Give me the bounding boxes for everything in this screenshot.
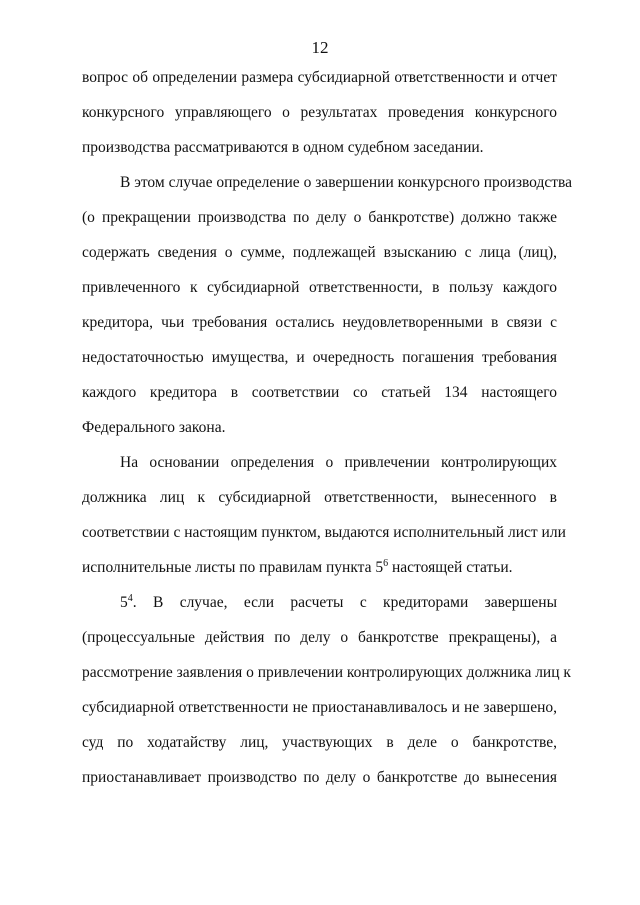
paragraph-line: кредитора, чьи требования остались неудовлетворенными в связи с — [82, 314, 557, 331]
paragraph-line: содержать сведения о сумме, подлежащей взысканию с лица (лиц), — [82, 244, 557, 261]
line-text: исполнительные листы по правилам пункта 5 — [82, 559, 384, 576]
paragraph-line: каждого кредитора в соответствии со статьей 134 настоящего — [82, 384, 557, 401]
paragraph-line: (о прекращении производства по делу о банкротстве) должно также — [82, 209, 557, 226]
line-text: . В случае, если расчеты с кредиторами завершены — [132, 594, 557, 611]
paragraph-line — [82, 558, 557, 578]
paragraph-line: На основании определения о привлечении контролирующих — [120, 454, 557, 471]
page-number: 12 — [311, 38, 329, 57]
superscript: 4 — [127, 592, 133, 604]
paragraph-line: производства рассматриваются в одном судебном заседании. — [82, 139, 484, 156]
paragraph-line: (процессуальные действия по делу о банкротстве прекращены), а — [82, 629, 557, 646]
paragraph-line: конкурсного управляющего о результатах проведения конкурсного — [82, 104, 557, 121]
paragraph-line: вопрос об определении размера субсидиарной ответственности и отчет — [82, 69, 557, 86]
paragraph-line: должника лиц к субсидиарной ответственности, вынесенного в — [82, 489, 557, 506]
paragraph-line: В этом случае определение о завершении конкурсного производства — [120, 174, 573, 191]
line-text: настоящей статьи. — [388, 559, 513, 576]
paragraph-line: соответствии с настоящим пунктом, выдаются исполнительный лист или — [82, 524, 566, 541]
paragraph-line — [120, 593, 557, 613]
paragraph-line: привлеченного к субсидиарной ответственности, в пользу каждого — [82, 279, 557, 296]
paragraph-line: суд по ходатайству лиц, участвующих в деле о банкротстве, — [82, 734, 557, 751]
superscript: 6 — [383, 557, 389, 569]
paragraph-line: субсидиарной ответственности не приостанавливалось и не завершено, — [82, 699, 557, 716]
paragraph-line: рассмотрение заявления о привлечении контролирующих должника лиц к — [82, 664, 571, 681]
paragraph-line: Федерального закона. — [82, 419, 226, 436]
item-number: 5 — [120, 594, 128, 611]
paragraph-line: недостаточностью имущества, и очередность погашения требования — [82, 349, 557, 366]
paragraph-line: приостанавливает производство по делу о банкротстве до вынесения — [82, 769, 557, 786]
